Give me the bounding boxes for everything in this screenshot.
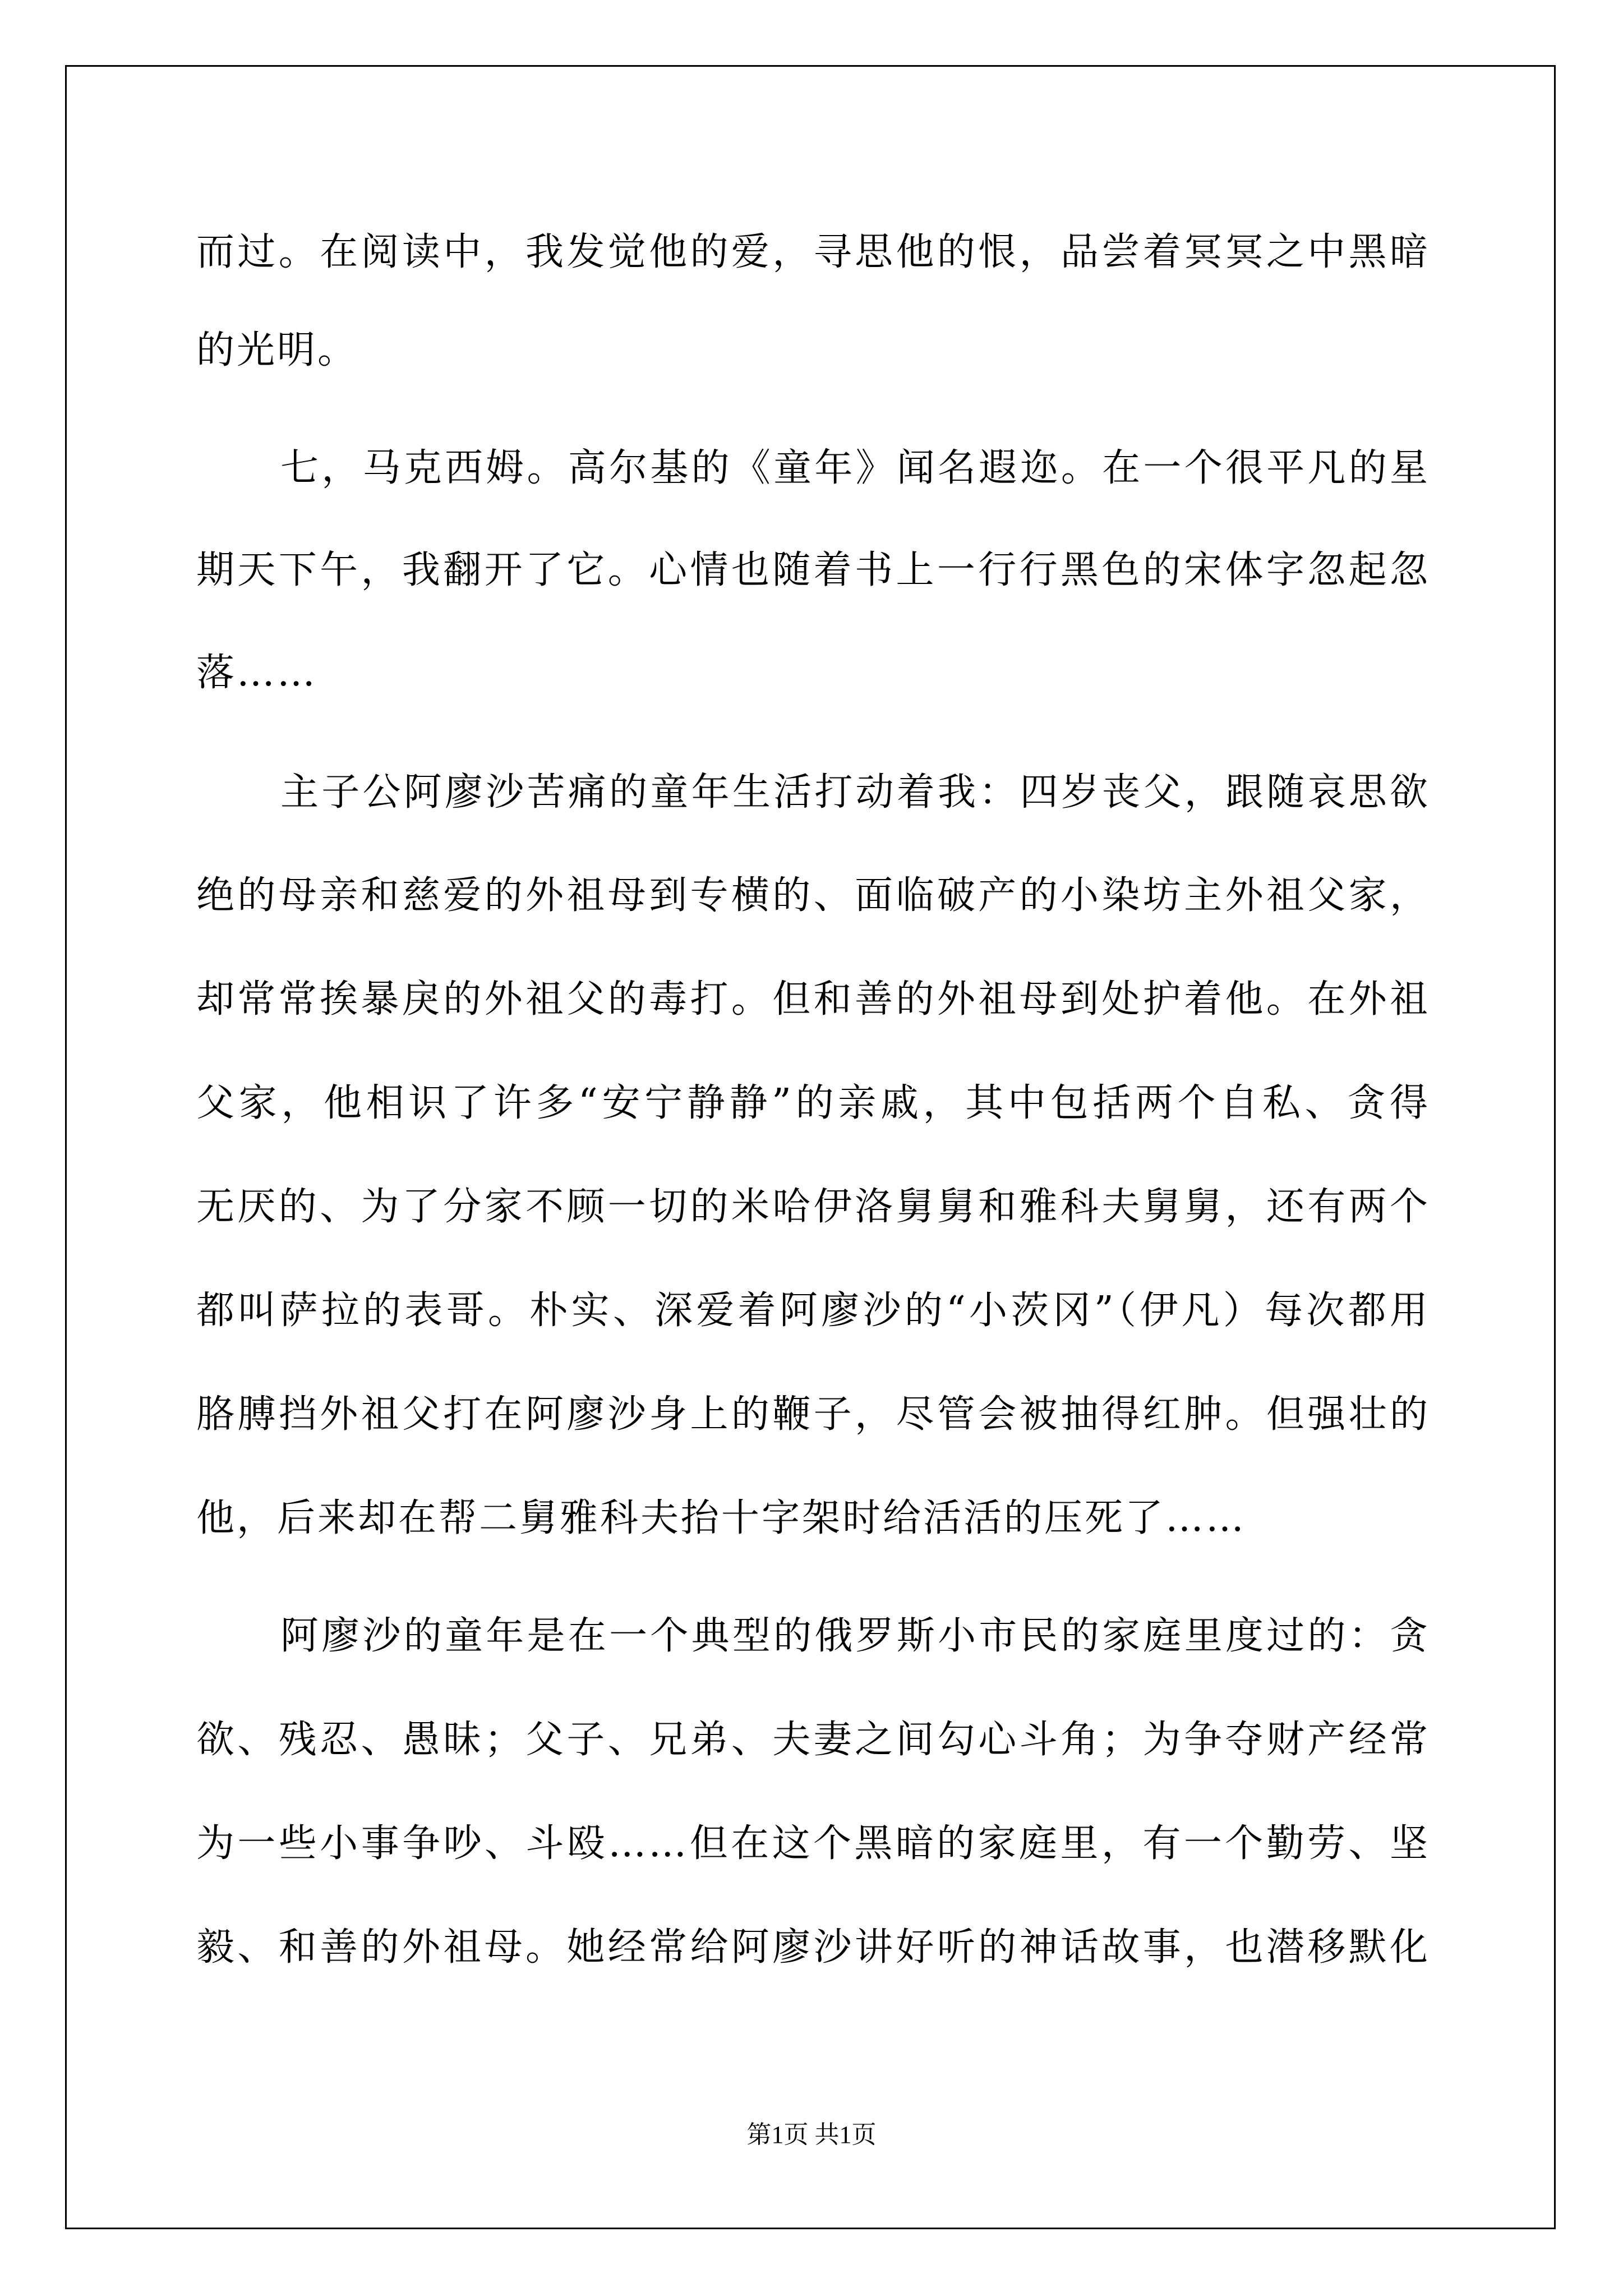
paragraph-first-line: 七，马克西姆。高尔基的《童年》闻名遐迩。在一个很平凡的星 [280,446,1430,490]
text-line: 而过。在阅读中，我发觉他的爱，寻思他的恨，品尝着冥冥之中黑暗 [196,230,1430,274]
text-line: 的光明。 [196,328,358,372]
text-line: 为一些小事争吵、斗殴……但在这个黑暗的家庭里，有一个勤劳、坚 [196,1821,1430,1866]
text-line: 他，后来却在帮二舅雅科夫抬十字架时给活活的压死了…… [196,1496,1247,1540]
text-line: 欲、残忍、愚昧；父子、兄弟、夫妻之间勾心斗角；为争夺财产经常 [196,1718,1430,1762]
text-line: 无厌的、为了分家不顾一切的米哈伊洛舅舅和雅科夫舅舅，还有两个 [196,1185,1430,1229]
text-line: 胳膊挡外祖父打在阿廖沙身上的鞭子，尽管会被抽得红肿。但强壮的 [196,1392,1430,1437]
text-line: 期天下午，我翻开了它。心情也随着书上一行行黑色的宋体字忽起忽 [196,548,1430,592]
page-border [65,65,1556,2229]
text-line: 落…… [196,651,318,695]
text-line: 都叫萨拉的表哥。朴实、深爱着阿廖沙的“小茨冈”（伊凡）每次都用 [196,1289,1430,1333]
paragraph-first-line: 阿廖沙的童年是在一个典型的俄罗斯小市民的家庭里度过的：贪 [280,1614,1430,1658]
text-line: 绝的母亲和慈爱的外祖母到专横的、面临破产的小染坊主外祖父家， [196,873,1430,918]
text-line: 却常常挨暴戾的外祖父的毒打。但和善的外祖母到处护着他。在外祖 [196,977,1430,1022]
page-footer: 第1页 共1页 [746,2121,877,2148]
paragraph-first-line: 主子公阿廖沙苦痛的童年生活打动着我：四岁丧父，跟随哀思欲 [280,770,1430,815]
text-line: 父家，他相识了许多“安宁静静”的亲戚，其中包括两个自私、贪得 [196,1081,1430,1125]
text-line: 毅、和善的外祖母。她经常给阿廖沙讲好听的神话故事，也潜移默化 [196,1925,1430,1970]
